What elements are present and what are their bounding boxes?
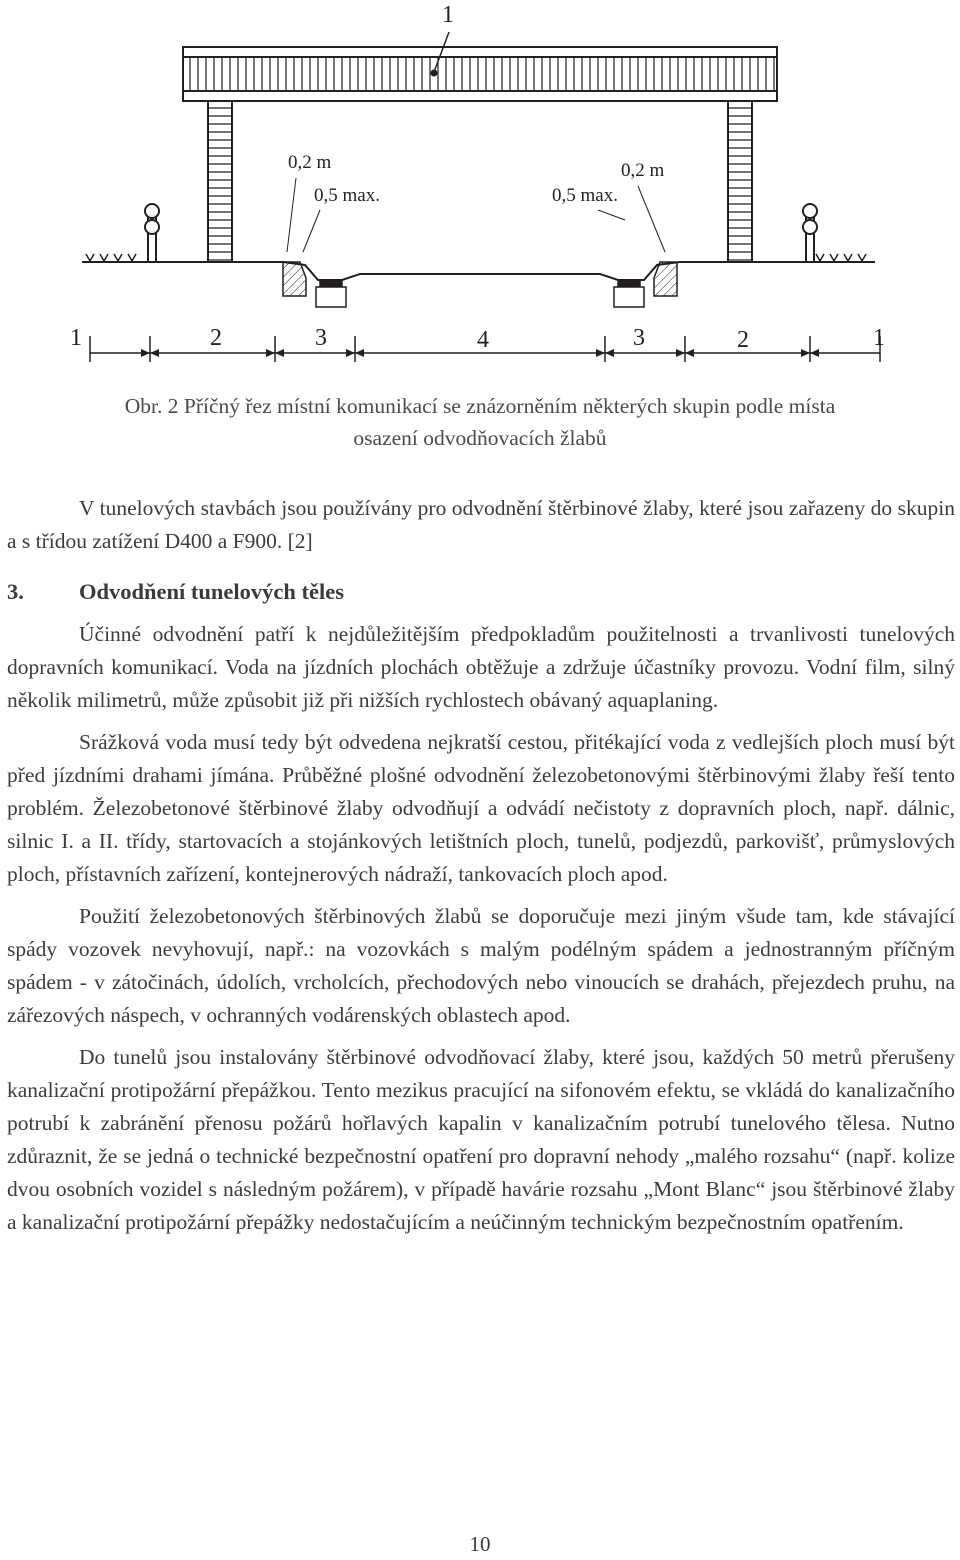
right-curb	[654, 262, 677, 296]
segment-label: 1	[873, 325, 885, 351]
section-heading	[7, 575, 955, 609]
right-post	[803, 204, 817, 262]
segment-label: 2	[210, 325, 222, 351]
segment-label: 3	[315, 325, 327, 351]
paragraph-4: Do tunelů jsou instalovány štěrbinové odvodňovací žlaby, které jsou, každých 50 metrů přerušeny kanalizační protipožární přepážkou. Tento mezikus pracující na sifonovém efektu, se vkládá do kanalizačního potrubí k zabránění přenosu požárů hořlavých kapalin v kanalizačním potrubí tunelového tělesa. Nutno zdůraznit, že se jedná o technické bezpečnostní opatření pro dopravní nehody „malého rozsahu“ (např. kolize dvou osobních vozidel s následným požárem), v případě havárie rozsahu „Mont Blanc“ jsou štěrbinové žlaby a kanalizační protipožární přepážky nedostačujícím a neúčinným technickým bezpečnostním opatřením.	[7, 1045, 955, 1234]
left-post	[145, 204, 159, 262]
caption-line-1: Obr. 2 Příčný řez místní komunikací se znázorněním některých skupin podle místa	[124, 394, 836, 418]
left-slot-drain	[316, 280, 346, 307]
paragraph-1: Účinné odvodnění patří k nejdůležitějším předpokladům použitelnosti a trvanlivosti tunelových dopravních komunikací. Voda na jízdních plochách obtěžuje a zdržuje účastníky provozu. Vodní film, silný několik milimetrů, může způsobit již při nižších rychlostech obávaný aquaplaning.	[7, 622, 955, 712]
dim-left-bottom: 0,5 max.	[314, 185, 380, 206]
grass-left	[86, 254, 136, 261]
dim-right-top: 0,2 m	[621, 160, 665, 181]
segment-label: 1	[70, 325, 82, 351]
main-text	[7, 492, 955, 1248]
callout-dot	[431, 70, 438, 77]
left-curb	[283, 262, 306, 296]
left-abutment	[208, 101, 232, 262]
right-slot-drain	[614, 280, 644, 307]
callout-leader	[434, 32, 449, 72]
callout-label: 1	[442, 2, 454, 28]
segment-label: 4	[477, 327, 489, 353]
grass-right	[816, 254, 866, 261]
segment-label: 2	[737, 327, 749, 353]
segment-label: 3	[633, 325, 645, 351]
dim-right-bottom: 0,5 max.	[552, 185, 618, 206]
figure-caption	[10, 390, 950, 454]
page-number: 10	[469, 1532, 491, 1556]
right-abutment	[728, 101, 752, 262]
intro-paragraph: V tunelových stavbách jsou používány pro odvodnění štěrbinové žlaby, které jsou zařazeny do skupin a s třídou zatížení D400 a F900. [2]	[7, 496, 955, 553]
cross-section-figure	[0, 0, 960, 380]
road-surface	[82, 262, 875, 280]
dim-left-top: 0,2 m	[288, 152, 332, 173]
paragraph-2: Srážková voda musí tedy být odvedena nejkratší cestou, přitékající voda z vedlejších ploch musí být před jízdními drahami jímána. Průběžné plošné odvodnění železobetonovými štěrbinovými žlaby řeší tento problém. Železobetonové štěrbinové žlaby odvodňují a odvádí nečistoty z dopravních ploch, např. dálnic, silnic I. a II. třídy, startovacích a stojánkových letištních ploch, tunelů, podjezdů, parkovišť, průmyslových ploch, přístavních zařízení, kontejnerových nádraží, tankovacích ploch apod.	[7, 730, 955, 886]
paragraph-3: Použití železobetonových štěrbinových žlabů se doporučuje mezi jiným všude tam, kde stávající spády vozovek nevyhovují, např.: na vozovkách s malým podélným spádem a jednostranným příčným spádem - v zátočinách, údolích, vrcholcích, přechodových nebo vinoucích se drahách, přejezdech pruhu, na zářezových náspech, v ochranných vodárenských oblastech apod.	[7, 904, 955, 1027]
section-number: 3.	[7, 579, 24, 604]
caption-line-2: osazení odvodňovacích žlabů	[353, 426, 607, 450]
section-title: Odvodňení tunelových těles	[79, 579, 345, 604]
bridge-deck	[183, 47, 777, 101]
